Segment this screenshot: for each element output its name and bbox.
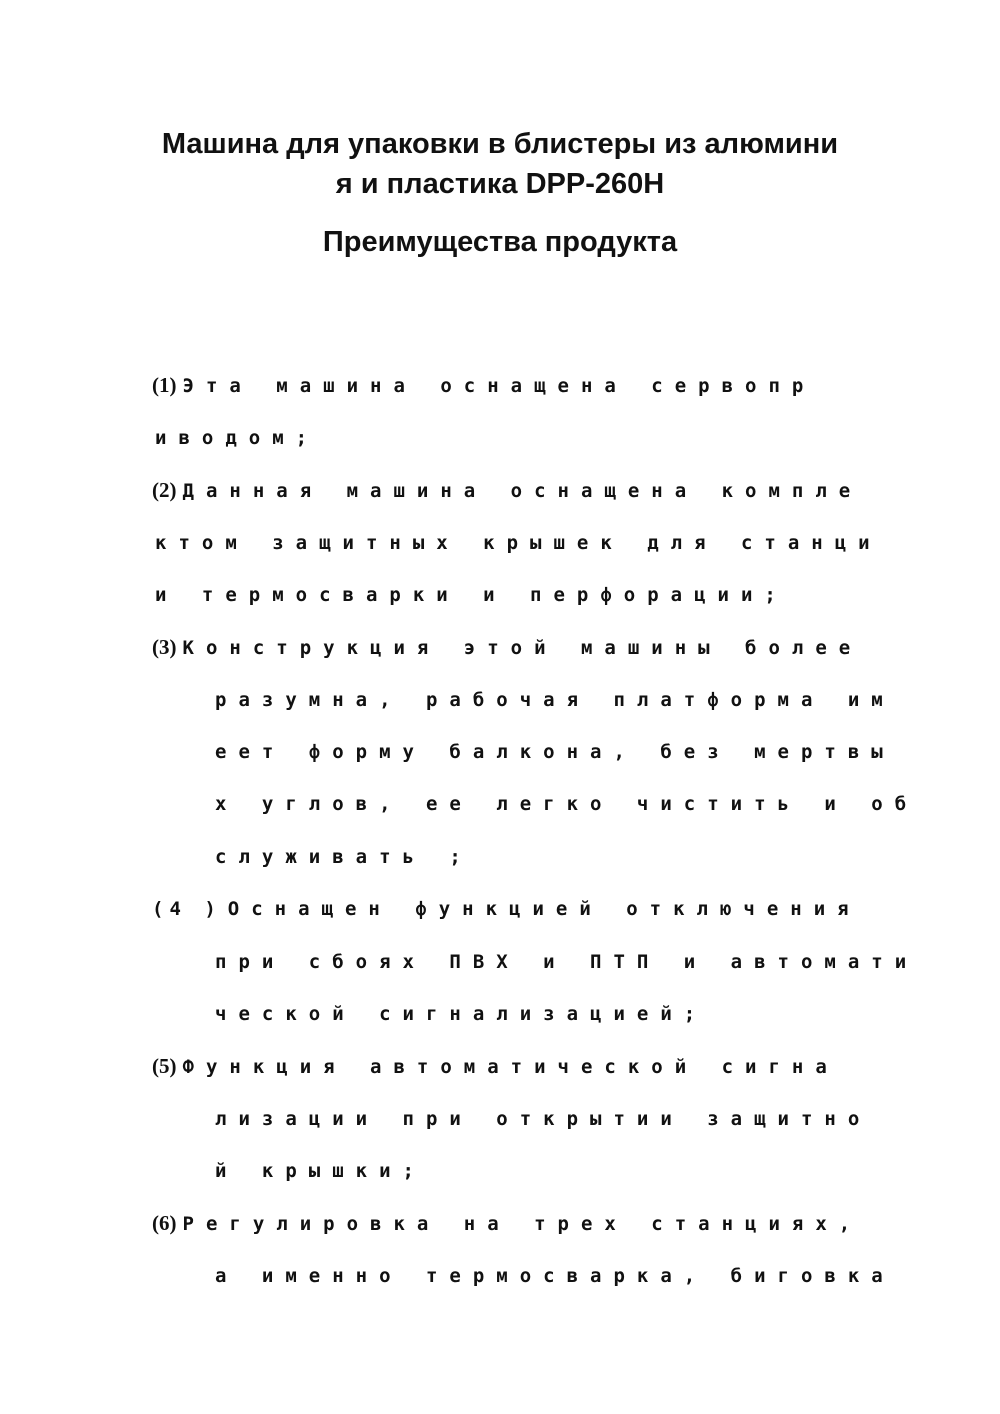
list-item-text: Данная машина оснащена компле [182, 480, 863, 502]
list-item-text: иводом; [155, 427, 320, 449]
list-item-6-line-1 [152, 1210, 862, 1237]
list-item-5-line-3 [215, 1158, 426, 1184]
list-item-3-line-4 [215, 791, 918, 817]
list-item-4-line-3 [215, 1001, 707, 1027]
document-subtitle: Преимущества продукта [322, 226, 678, 258]
list-item-5-number: (5) [152, 1054, 177, 1078]
list-item-2-number: (2) [152, 478, 177, 502]
list-item-5-line-2 [215, 1106, 871, 1132]
list-item-text: еет форму балкона, без мертвы [215, 741, 895, 763]
list-item-3-line-2 [215, 687, 895, 713]
list-item-text: при сбоях ПВХ и ПТП и автомати [215, 951, 919, 973]
list-item-1-line-1 [152, 372, 815, 399]
list-item-text: и термосварки и перфорации; [155, 584, 788, 606]
list-item-4-line-1 [152, 896, 861, 922]
list-item-text: х углов, ее легко чистить и об [215, 793, 919, 815]
list-item-2-line-2 [155, 530, 882, 556]
list-item-3-line-3 [215, 739, 895, 765]
list-item-text: Конструкция этой машины более [182, 637, 863, 659]
document-title-line-2: я и пластика DPP-260H [335, 168, 665, 200]
list-item-3-line-1 [152, 634, 862, 661]
list-item-text: Оснащен функцией отключения [227, 898, 861, 920]
list-item-1-number: (1) [152, 373, 177, 397]
list-item-4-number: (4 ) [152, 898, 222, 920]
list-item-text: разумна, рабочая платформа им [215, 689, 895, 711]
list-item-text: Эта машина оснащена сервопр [182, 375, 816, 397]
list-item-2-line-3 [155, 582, 788, 608]
list-item-3-line-5 [215, 844, 473, 870]
list-item-text: й крышки; [215, 1160, 426, 1182]
list-item-2-line-1 [152, 477, 862, 504]
list-item-text: лизации при открытии защитно [215, 1108, 872, 1130]
list-item-text: служивать ; [215, 846, 473, 868]
list-item-6-number: (6) [152, 1211, 177, 1235]
list-item-4-line-2 [215, 949, 918, 975]
list-item-1-line-2 [155, 425, 319, 451]
list-item-text: ктом защитных крышек для станци [155, 532, 882, 554]
list-item-text: ческой сигнализацией; [215, 1003, 708, 1025]
document-title-line-1: Машина для упаковки в блистеры из алюмини [161, 128, 839, 160]
list-item-6-line-2 [215, 1263, 895, 1289]
list-item-text: Регулировка на трех станциях, [182, 1213, 863, 1235]
list-item-text: а именно термосварка, биговка [215, 1265, 895, 1287]
list-item-5-line-1 [152, 1053, 839, 1080]
list-item-3-number: (3) [152, 635, 177, 659]
list-item-text: Функция автоматической сигна [182, 1056, 839, 1078]
